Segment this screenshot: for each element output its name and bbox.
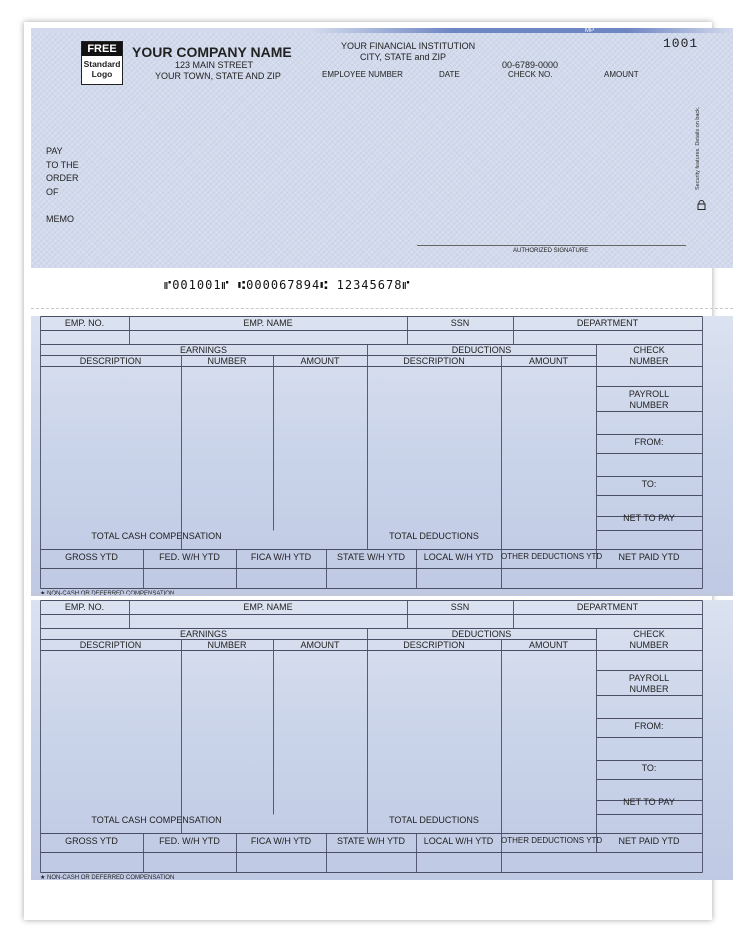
other-deductions-ytd-label: OTHER DEDUCTIONS YTD [501, 552, 603, 561]
deductions-description-label: DESCRIPTION [403, 356, 465, 366]
emp-name-label: EMP. NAME [243, 602, 293, 612]
check-number-label-2: NUMBER [629, 640, 669, 650]
of-label: OF [46, 187, 59, 197]
emp-no-label: EMP. NO. [64, 602, 105, 612]
earnings-description-label: DESCRIPTION [79, 356, 142, 366]
amount-label: AMOUNT [604, 70, 639, 79]
order-label: ORDER [46, 173, 79, 183]
gross-ytd-label: GROSS YTD [65, 836, 118, 846]
company-town: YOUR TOWN, STATE AND ZIP [155, 71, 281, 81]
employee-number-label: EMPLOYEE NUMBER [322, 70, 403, 79]
check-no-label: CHECK NO. [508, 70, 553, 79]
date-label: DATE [439, 70, 460, 79]
to-label: TO: [641, 763, 657, 773]
net-to-pay-label: NET TO PAY [623, 513, 675, 523]
payroll-number-label-2: NUMBER [629, 400, 669, 410]
perforation-2 [31, 594, 733, 595]
earnings-number-label: NUMBER [207, 356, 247, 366]
ssn-label: SSN [450, 318, 470, 328]
check-number: 1001 [663, 36, 699, 51]
fed-wh-ytd-label: FED. W/H YTD [159, 552, 220, 562]
memo-label: MEMO [46, 214, 74, 224]
company-name: YOUR COMPANY NAME [132, 44, 292, 60]
net-to-pay-label: NET TO PAY [623, 797, 675, 807]
company-logo [81, 41, 123, 85]
pay-label: PAY [46, 146, 63, 156]
deductions-label: DEDUCTIONS [451, 345, 512, 355]
fica-wh-ytd-label: FICA W/H YTD [250, 552, 312, 562]
payroll-number-label-2: NUMBER [629, 684, 669, 694]
earnings-number-label: NUMBER [207, 640, 247, 650]
net-paid-ytd-label: NET PAID YTD [618, 552, 680, 562]
gross-ytd-label: GROSS YTD [65, 552, 118, 562]
local-wh-ytd-label: LOCAL W/H YTD [423, 552, 494, 562]
fed-wh-ytd-label: FED. W/H YTD [159, 836, 220, 846]
total-deductions-label: TOTAL DEDUCTIONS [389, 815, 479, 825]
state-wh-ytd-label: STATE W/H YTD [336, 552, 405, 562]
earnings-description-label: DESCRIPTION [79, 640, 142, 650]
from-label: FROM: [634, 721, 664, 731]
non-cash-footnote: ★ NON-CASH OR DEFERRED COMPENSATION [40, 591, 175, 597]
earnings-label: EARNINGS [179, 345, 227, 355]
emp-no-label: EMP. NO. [64, 318, 105, 328]
to-label: TO: [641, 479, 657, 489]
ssn-label: SSN [450, 602, 470, 612]
logo-logo-text: Logo [91, 69, 113, 79]
deductions-label: DEDUCTIONS [451, 629, 512, 639]
net-paid-ytd-label: NET PAID YTD [618, 836, 680, 846]
earnings-label: EARNINGS [179, 629, 227, 639]
logo-standard-text: Standard [83, 59, 121, 69]
from-label: FROM: [634, 437, 664, 447]
department-label: DEPARTMENT [576, 602, 639, 612]
state-wh-ytd-label: STATE W/H YTD [336, 836, 405, 846]
payroll-number-label-1: PAYROLL [628, 673, 670, 683]
perforation-1 [31, 308, 733, 309]
check-top-band [31, 28, 733, 33]
mp-mark: MP [585, 28, 594, 34]
payroll-number-label-1: PAYROLL [628, 389, 670, 399]
padlock-icon [697, 200, 706, 210]
deductions-amount-label: AMOUNT [529, 356, 568, 366]
check-number-label-2: NUMBER [629, 356, 669, 366]
fica-wh-ytd-label: FICA W/H YTD [250, 836, 312, 846]
security-features-text: Security features. Details on back. [695, 106, 701, 190]
deductions-description-label: DESCRIPTION [403, 640, 465, 650]
earnings-amount-label: AMOUNT [300, 640, 340, 650]
bank-city: CITY, STATE and ZIP [360, 52, 447, 62]
total-cash-compensation-label: TOTAL CASH COMPENSATION [91, 531, 222, 541]
check-number-label-1: CHECK [633, 345, 665, 355]
total-cash-compensation-label: TOTAL CASH COMPENSATION [91, 815, 222, 825]
routing-fraction: 00-6789-0000 [502, 60, 559, 70]
non-cash-footnote: ★ NON-CASH OR DEFERRED COMPENSATION [40, 875, 175, 881]
company-street: 123 MAIN STREET [175, 60, 254, 70]
pay-stub-bottom [31, 600, 733, 880]
to-the-label: TO THE [46, 160, 79, 170]
earnings-amount-label: AMOUNT [300, 356, 340, 366]
department-label: DEPARTMENT [576, 318, 639, 328]
logo-free-text: FREE [82, 42, 122, 56]
signature-line [417, 245, 686, 246]
total-deductions-label: TOTAL DEDUCTIONS [389, 531, 479, 541]
signature-label: AUTHORIZED SIGNATURE [513, 248, 589, 254]
check-number-label-1: CHECK [633, 629, 665, 639]
pay-stub-top [31, 316, 733, 596]
check-sheet [24, 22, 712, 920]
bank-name: YOUR FINANCIAL INSTITUTION [341, 41, 476, 51]
local-wh-ytd-label: LOCAL W/H YTD [423, 836, 494, 846]
emp-name-label: EMP. NAME [243, 318, 293, 328]
micr-line: ⑈001001⑈ ⑆000067894⑆ 12345678⑈ [164, 278, 411, 292]
check-face [31, 28, 733, 268]
deductions-amount-label: AMOUNT [529, 640, 568, 650]
other-deductions-ytd-label: OTHER DEDUCTIONS YTD [501, 836, 603, 845]
